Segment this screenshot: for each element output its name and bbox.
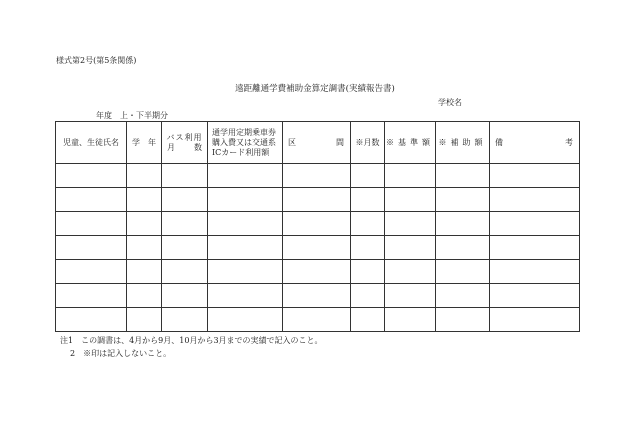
cell-subsidy-amount[interactable] bbox=[436, 212, 490, 236]
cell-months[interactable] bbox=[351, 164, 385, 188]
cell-commuter-cost[interactable] bbox=[208, 212, 283, 236]
cell-bus-months[interactable] bbox=[162, 260, 208, 284]
cell-subsidy-amount[interactable] bbox=[436, 284, 490, 308]
cell-subsidy-amount[interactable] bbox=[436, 308, 490, 332]
document-title: 遠距離通学費補助金算定調書(実績報告書) bbox=[235, 84, 395, 94]
cell-remarks[interactable] bbox=[490, 164, 580, 188]
table-row bbox=[56, 212, 580, 236]
cell-bus-months[interactable] bbox=[162, 236, 208, 260]
cell-subsidy-amount[interactable] bbox=[436, 260, 490, 284]
school-name-label: 学校名 bbox=[438, 98, 462, 107]
header-months: ※月数 bbox=[351, 122, 385, 164]
cell-subsidy-amount[interactable] bbox=[436, 236, 490, 260]
cell-commuter-cost[interactable] bbox=[208, 260, 283, 284]
period-label: 年度 上・下半期分 bbox=[96, 111, 168, 120]
cell-grade[interactable] bbox=[127, 308, 162, 332]
cell-subsidy-amount[interactable] bbox=[436, 164, 490, 188]
cell-remarks[interactable] bbox=[490, 308, 580, 332]
cell-remarks[interactable] bbox=[490, 188, 580, 212]
cell-section[interactable] bbox=[283, 236, 351, 260]
header-subsidy-amount: ※補助額 bbox=[436, 122, 490, 164]
cell-student-name[interactable] bbox=[56, 164, 127, 188]
cell-student-name[interactable] bbox=[56, 188, 127, 212]
cell-grade[interactable] bbox=[127, 236, 162, 260]
cell-remarks[interactable] bbox=[490, 284, 580, 308]
cell-section[interactable] bbox=[283, 164, 351, 188]
cell-remarks[interactable] bbox=[490, 212, 580, 236]
cell-student-name[interactable] bbox=[56, 284, 127, 308]
table-row bbox=[56, 260, 580, 284]
cell-student-name[interactable] bbox=[56, 212, 127, 236]
table-row bbox=[56, 308, 580, 332]
form-label: 様式第2号(第5条関係) bbox=[56, 56, 137, 65]
report-table bbox=[55, 121, 580, 332]
cell-months[interactable] bbox=[351, 236, 385, 260]
cell-months[interactable] bbox=[351, 284, 385, 308]
cell-commuter-cost[interactable] bbox=[208, 284, 283, 308]
cell-section[interactable] bbox=[283, 284, 351, 308]
cell-subsidy-amount[interactable] bbox=[436, 188, 490, 212]
cell-grade[interactable] bbox=[127, 164, 162, 188]
header-bus-months: バス利用 月 数 bbox=[162, 122, 208, 164]
cell-bus-months[interactable] bbox=[162, 284, 208, 308]
cell-section[interactable] bbox=[283, 260, 351, 284]
cell-bus-months[interactable] bbox=[162, 212, 208, 236]
cell-commuter-cost[interactable] bbox=[208, 308, 283, 332]
cell-base-amount[interactable] bbox=[385, 236, 436, 260]
table-row bbox=[56, 164, 580, 188]
cell-base-amount[interactable] bbox=[385, 212, 436, 236]
cell-section[interactable] bbox=[283, 212, 351, 236]
cell-remarks[interactable] bbox=[490, 236, 580, 260]
header-remarks: 備 考 bbox=[490, 122, 580, 164]
cell-commuter-cost[interactable] bbox=[208, 236, 283, 260]
cell-months[interactable] bbox=[351, 188, 385, 212]
cell-months[interactable] bbox=[351, 260, 385, 284]
cell-grade[interactable] bbox=[127, 212, 162, 236]
cell-bus-months[interactable] bbox=[162, 164, 208, 188]
cell-student-name[interactable] bbox=[56, 308, 127, 332]
cell-base-amount[interactable] bbox=[385, 164, 436, 188]
header-grade: 学 年 bbox=[127, 122, 162, 164]
cell-remarks[interactable] bbox=[490, 260, 580, 284]
header-student-name: 児童、生徒氏名 bbox=[56, 122, 127, 164]
cell-commuter-cost[interactable] bbox=[208, 188, 283, 212]
cell-bus-months[interactable] bbox=[162, 188, 208, 212]
cell-commuter-cost[interactable] bbox=[208, 164, 283, 188]
header-base-amount: ※基準額 bbox=[385, 122, 436, 164]
cell-months[interactable] bbox=[351, 212, 385, 236]
header-commuter-pass-cost: 通学用定期乗車券 購入費又は交通系 ICカード利用額 bbox=[208, 122, 283, 164]
cell-grade[interactable] bbox=[127, 188, 162, 212]
cell-student-name[interactable] bbox=[56, 260, 127, 284]
header-section: 区 間 bbox=[283, 122, 351, 164]
cell-section[interactable] bbox=[283, 308, 351, 332]
cell-section[interactable] bbox=[283, 188, 351, 212]
cell-base-amount[interactable] bbox=[385, 308, 436, 332]
cell-grade[interactable] bbox=[127, 260, 162, 284]
note-2: 2 ※印は記入しないこと。 bbox=[70, 349, 172, 358]
cell-bus-months[interactable] bbox=[162, 308, 208, 332]
cell-months[interactable] bbox=[351, 308, 385, 332]
note-1: 注1 この調書は、4月から9月、10月から3月までの実績で記入のこと。 bbox=[60, 336, 323, 345]
cell-student-name[interactable] bbox=[56, 236, 127, 260]
table-header-row bbox=[56, 122, 580, 164]
cell-base-amount[interactable] bbox=[385, 284, 436, 308]
table-row bbox=[56, 236, 580, 260]
cell-grade[interactable] bbox=[127, 284, 162, 308]
cell-base-amount[interactable] bbox=[385, 188, 436, 212]
table-row bbox=[56, 188, 580, 212]
table-row bbox=[56, 284, 580, 308]
cell-base-amount[interactable] bbox=[385, 260, 436, 284]
